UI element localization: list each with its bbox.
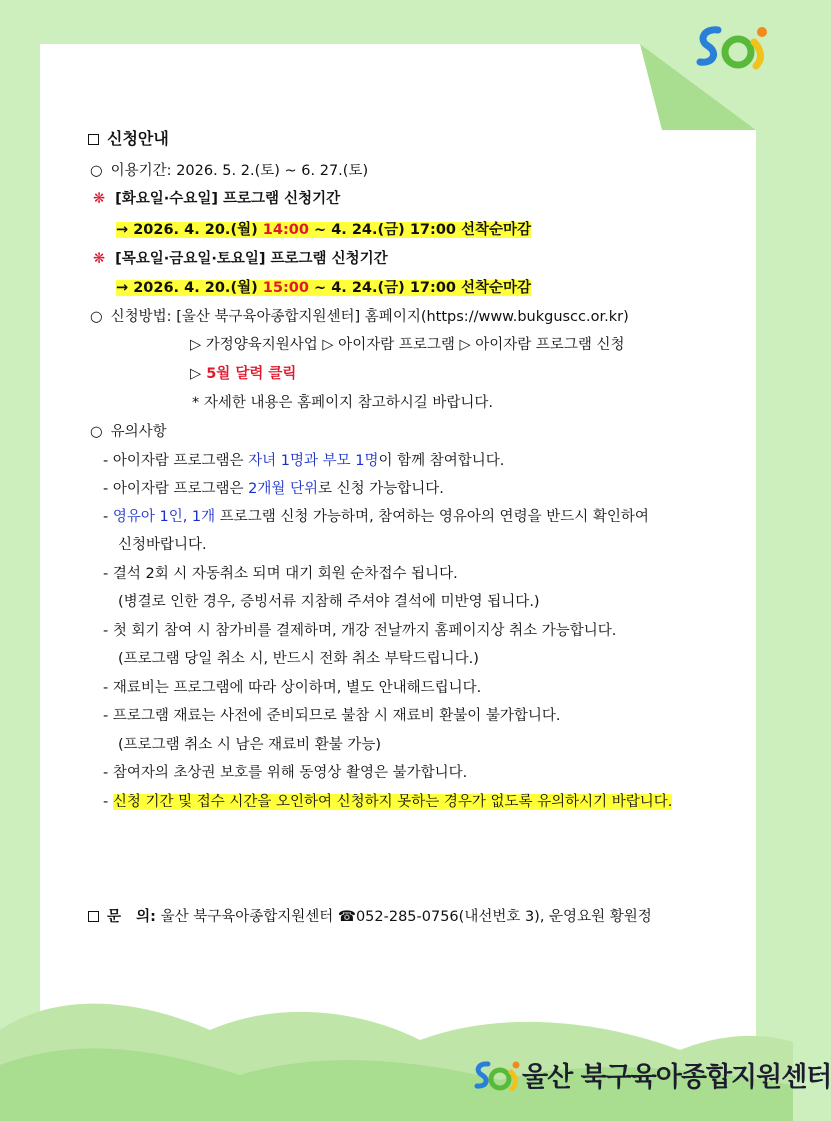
note-item-2: - 아이자람 프로그램은 2개월 단위로 신청 가능합니다. [103, 481, 444, 497]
circle-bullet-icon: ○ [90, 309, 103, 325]
contact-line: 문 의: 울산 북구육아종합지원센터 ☎052-285-0756(내선번호 3), 운영요원 황원정 [88, 906, 652, 928]
note-item-1: - 아이자람 프로그램은 자녀 1명과 부모 1명이 함께 참여합니다. [103, 453, 505, 469]
note-item-9: - 신청 기간 및 접수 시간을 오인하여 신청하지 못하는 경우가 없도록 유의하시기 바랍니다. [103, 794, 673, 810]
square-bullet-icon [88, 911, 99, 922]
period-line: ○ 이용기간: 2026. 5. 2.(토) ~ 6. 27.(토) [90, 160, 368, 182]
circle-bullet-icon: ○ [90, 163, 103, 179]
note-item-6: - 재료비는 프로그램에 따라 상이하며, 별도 안내해드립니다. [103, 680, 482, 696]
note-item-7: - 프로그램 재료는 사전에 준비되므로 불참 시 재료비 환불이 불가합니다. [103, 708, 561, 724]
method-line: ○ 신청방법: [울산 북구육아종합지원센터] 홈페이지(https://www.bukguscc.or.kr) [90, 306, 629, 328]
note-item-5: - 첫 회기 참여 시 참가비를 결제하며, 개강 전날까지 홈페이지상 취소 가능합니다. [103, 623, 617, 639]
bottom-decoration [0, 980, 793, 1121]
group2-period: → 2026. 4. 20.(월) 15:00 ~ 4. 24.(금) 17:00 선착순마감 [116, 280, 532, 296]
asterisk-icon: ❋ [93, 251, 106, 267]
asterisk-icon: ❋ [93, 191, 106, 207]
notes-title: ○ 유의사항 [90, 421, 167, 443]
group1-heading: ❋ [화요일·수요일] 프로그램 신청기간 [93, 191, 341, 207]
note-item-3: - 영유아 1인, 1개 프로그램 신청 가능하며, 참여하는 영유아의 연령을 반드시 확인하여 [103, 509, 649, 525]
note-item-4: - 결석 2회 시 자동취소 되며 대기 회원 순차접수 됩니다. [103, 566, 458, 582]
note-item-5-sub: (프로그램 당일 취소 시, 반드시 전화 취소 부탁드립니다.) [118, 651, 479, 667]
group2-heading: ❋ [목요일·금요일·토요일] 프로그램 신청기간 [93, 251, 388, 267]
square-bullet-icon [88, 134, 99, 145]
method-path: ▷ 가정양육지원사업 ▷ 아이자람 프로그램 ▷ 아이자람 프로그램 신청 [190, 337, 625, 353]
section-title: 신청안내 [88, 128, 169, 150]
center-logo-icon [472, 1056, 524, 1100]
note-item-3-cont: 신청바랍니다. [118, 537, 207, 553]
note-item-4-sub: (병결로 인한 경우, 증빙서류 지참해 주셔야 결석에 미반영 됩니다.) [118, 594, 540, 610]
circle-bullet-icon: ○ [90, 424, 103, 440]
center-logo-icon [690, 18, 780, 84]
method-calendar: ▷ 5월 달력 클릭 [190, 366, 297, 382]
note-item-8: - 참여자의 초상권 보호를 위해 동영상 촬영은 불가합니다. [103, 765, 468, 781]
note-item-7-sub: (프로그램 취소 시 남은 재료비 환불 가능) [118, 737, 382, 753]
method-note: * 자세한 내용은 홈페이지 참고하시길 바랍니다. [192, 395, 494, 411]
group1-period: → 2026. 4. 20.(월) 14:00 ~ 4. 24.(금) 17:00 선착순마감 [116, 222, 532, 238]
brand-name: 울산 북구육아종합지원센터 [522, 1062, 831, 1093]
